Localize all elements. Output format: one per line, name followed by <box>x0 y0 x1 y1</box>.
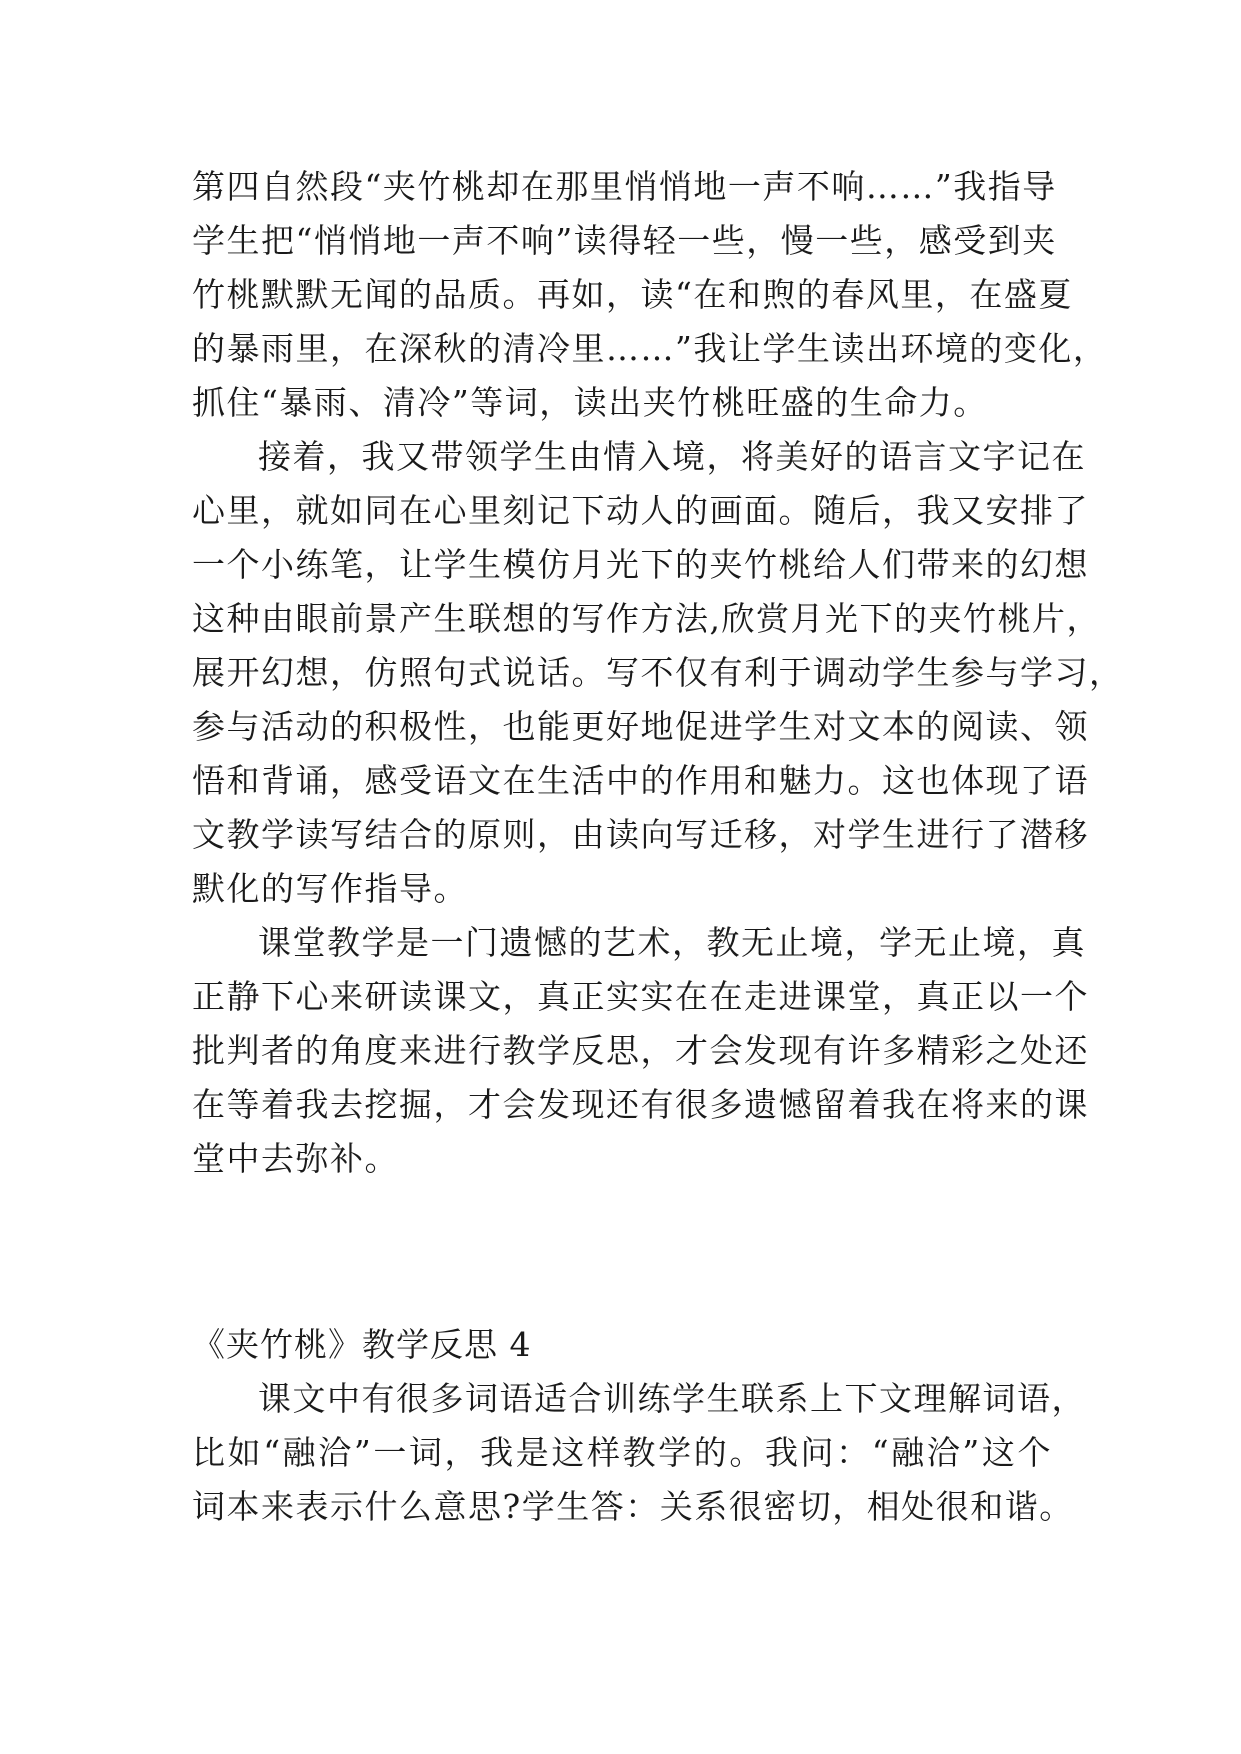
text-line: 批判者的角度来进行教学反思，才会发现有许多精彩之处还 <box>192 1031 1089 1070</box>
text-line: 心里，就如同在心里刻记下动人的画面。随后，我又安排了 <box>192 491 1089 530</box>
text-line: 堂中去弥补。 <box>192 1139 399 1178</box>
text-line: 比如“融洽”一词，我是这样教学的。我问：“融洽”这个 <box>192 1433 1052 1472</box>
text-line: 展开幻想，仿照句式说话。写不仅有利于调动学生参与学习， <box>192 653 1124 692</box>
text-line: 竹桃默默无闻的品质。再如，读“在和煦的春风里，在盛夏 <box>192 275 1073 314</box>
section-paragraph <box>192 1372 1086 1534</box>
text-line: 在等着我去挖掘，才会发现还有很多遗憾留着我在将来的课 <box>192 1085 1089 1124</box>
text-line: 默化的写作指导。 <box>192 869 468 908</box>
text-line: 的暴雨里，在深秋的清冷里……”我让学生读出环境的变化， <box>192 329 1108 368</box>
text-line: 第四自然段“夹竹桃却在那里悄悄地一声不响……”我指导 <box>192 167 1057 206</box>
paragraph-2 <box>192 430 1124 916</box>
section-heading: 《夹竹桃》教学反思 4 <box>192 1325 532 1364</box>
text-line: 课堂教学是一门遗憾的艺术，教无止境，学无止境，真 <box>258 923 1086 962</box>
paragraph-1 <box>192 160 1108 430</box>
text-line: 抓住“暴雨、清冷”等词，读出夹竹桃旺盛的生命力。 <box>192 383 988 422</box>
text-line: 接着，我又带领学生由情入境，将美好的语言文字记在 <box>258 437 1086 476</box>
text-line: 文教学读写结合的原则，由读向写迁移，对学生进行了潜移 <box>192 815 1089 854</box>
text-line: 悟和背诵，感受语文在生活中的作用和魅力。这也体现了语 <box>192 761 1089 800</box>
text-line: 课文中有很多词语适合训练学生联系上下文理解词语， <box>258 1379 1086 1418</box>
text-line: 词本来表示什么意思?学生答：关系很密切，相处很和谐。 <box>192 1487 1074 1526</box>
text-line: 正静下心来研读课文，真正实实在在走进课堂，真正以一个 <box>192 977 1089 1016</box>
text-line: 参与活动的积极性，也能更好地促进学生对文本的阅读、领 <box>192 707 1089 746</box>
paragraph-3 <box>192 916 1089 1186</box>
text-line: 一个小练笔，让学生模仿月光下的夹竹桃给人们带来的幻想 <box>192 545 1089 584</box>
text-line: 这种由眼前景产生联想的写作方法,欣赏月光下的夹竹桃片， <box>192 599 1101 638</box>
text-line: 学生把“悄悄地一声不响”读得轻一些，慢一些，感受到夹 <box>192 221 1057 260</box>
